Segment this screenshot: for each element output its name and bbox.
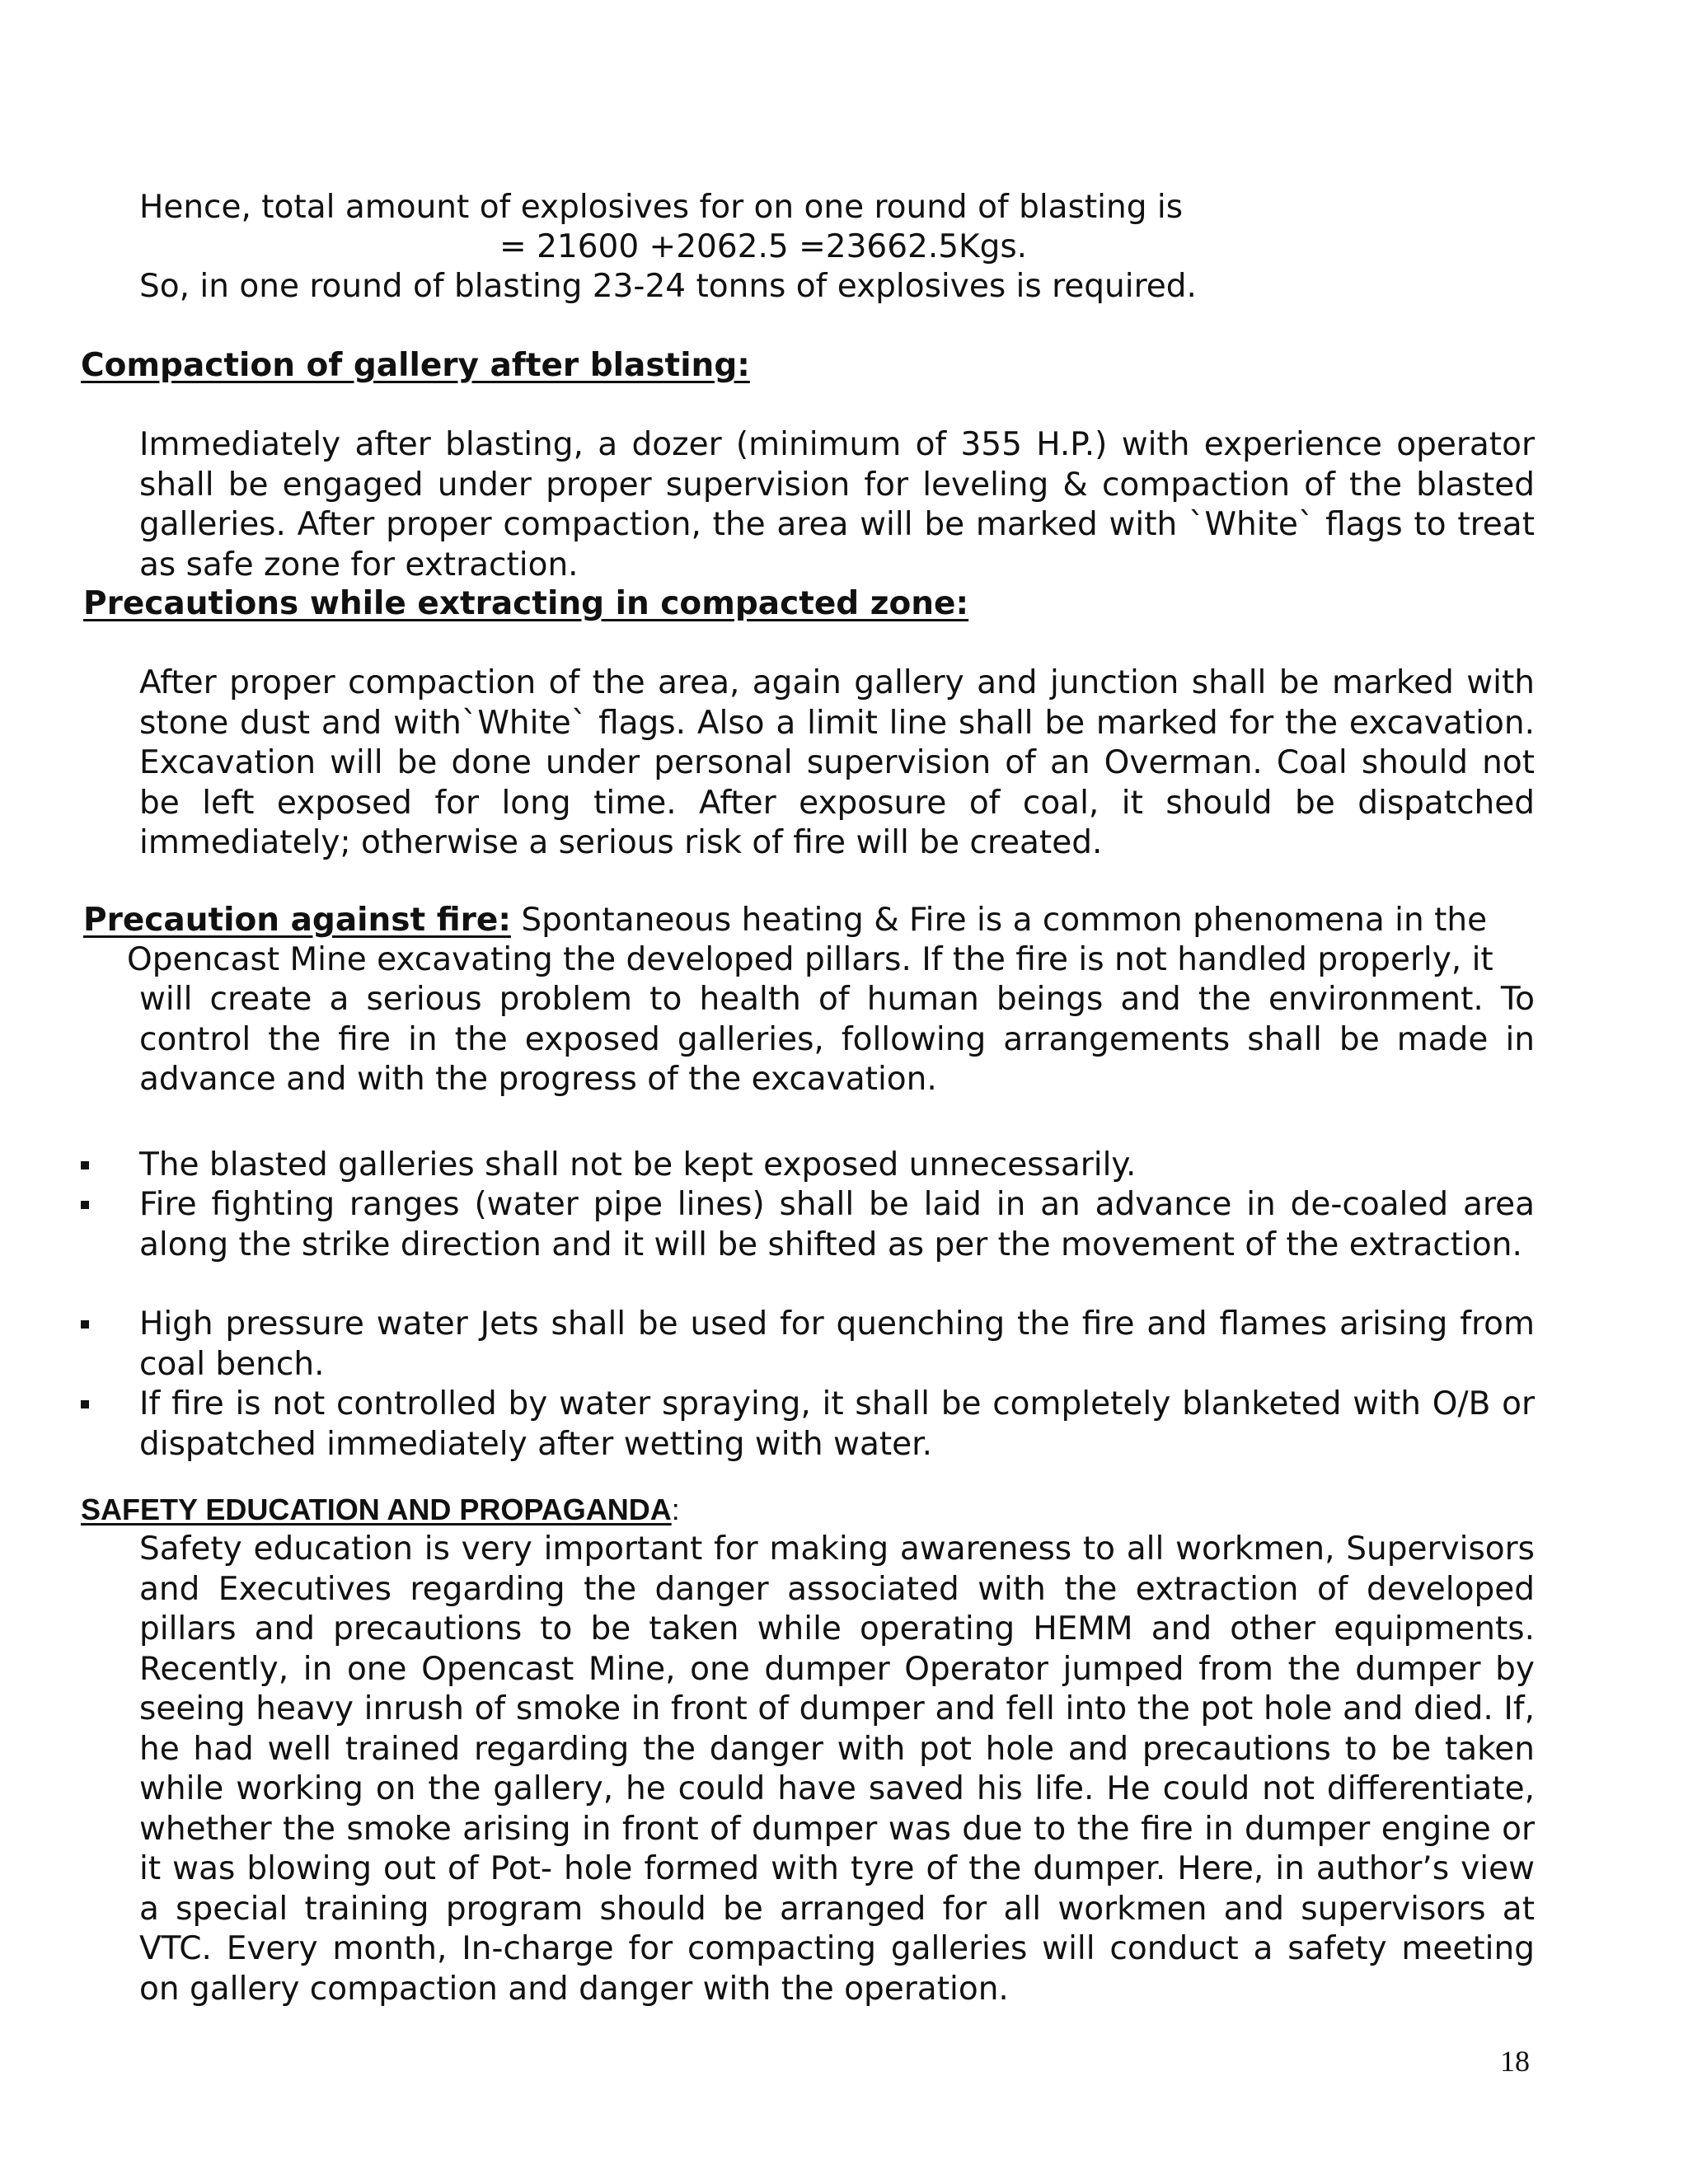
precautions-compacted-heading: Precautions while extracting in compacted zone:	[83, 585, 969, 622]
bullet-square-icon	[81, 1400, 89, 1408]
precautions-compacted-paragraph: After proper compaction of the area, again gallery and junction shall be marked with stone dust and with`White` flags. Also a limit line shall be marked for the excavation. Excavation will be done under personal supervision of an Overman. Coal should not be left exposed for long time. After exposure of coal, it should be dispatched immediately; otherwise a serious risk of fire will be created.	[139, 664, 1535, 861]
bullet-square-icon	[81, 1161, 89, 1169]
fire-heading: Precaution against fire:	[83, 902, 511, 939]
fire-first-line-text: Spontaneous heating & Fire is a common phenomena in the	[510, 902, 1488, 939]
list-item-text: If fire is not controlled by water spraying, it shall be completely blanketed with O/B or dispatched immediately after wetting with water.	[139, 1385, 1535, 1463]
compaction-heading: Compaction of gallery after blasting:	[81, 347, 750, 384]
page-number: 18	[1500, 2045, 1530, 2078]
list-item-text: High pressure water Jets shall be used for quenching the fire and flames arising from coal bench.	[139, 1305, 1535, 1383]
explosives-equation: = 21600 +2062.5 =23662.5Kgs.	[499, 228, 1028, 265]
bullet-square-icon	[81, 1320, 89, 1329]
safety-heading: SAFETY EDUCATION AND PROPAGANDA	[81, 1493, 672, 1526]
compaction-paragraph: Immediately after blasting, a dozer (minimum of 355 H.P.) with experience operator shall be engaged under proper supervision for leveling & compaction of the blasted galleries. After proper compaction, the area will be marked with `White` flags to treat as safe zone for extraction.	[139, 426, 1535, 583]
fire-paragraph: will create a serious problem to health of human beings and the environment. To control the fire in the exposed galleries, following arrangements shall be made in advance and with the progress of the excavation.	[139, 981, 1535, 1098]
fire-second-line: Opencast Mine excavating the developed pillars. If the fire is not handled properly, it	[127, 941, 1493, 978]
list-item-text: Fire fighting ranges (water pipe lines) shall be laid in an advance in de-coaled area along the strike direction and it will be shifted as per the movement of the extraction.	[139, 1186, 1535, 1263]
list-item-text: The blasted galleries shall not be kept exposed unnecessarily.	[139, 1146, 1137, 1183]
explosives-required-line: So, in one round of blasting 23-24 tonns of explosives is required.	[139, 268, 1197, 305]
bullet-square-icon	[81, 1201, 89, 1209]
fire-first-line	[83, 901, 1487, 940]
safety-heading-colon: :	[671, 1493, 680, 1526]
explosives-total-line: Hence, total amount of explosives for on one round of blasting is	[139, 189, 1184, 226]
safety-heading-line	[81, 1490, 680, 1530]
safety-paragraph: Safety education is very important for making awareness to all workmen, Supervisors and Executives regarding the danger associated with the extraction of developed pillars and precautions to be taken while operating HEMM and other equipments. Recently, in one Opencast Mine, one dumper Operator jumped from the dumper by seeing heavy inrush of smoke in front of dumper and fell into the pot hole and died. If, he had well trained regarding the danger with pot hole and precautions to be taken while working on the gallery, he could have saved his life. He could not differentiate, whether the smoke arising in front of dumper was due to the fire in dumper engine or it was blowing out of Pot- hole formed with tyre of the dumper. Here, in author’s view a special training program should be arranged for all workmen and supervisors at VTC. Every month, In-charge for compacting galleries will conduct a safety meeting on gallery compaction and danger with the operation.	[139, 1530, 1535, 2008]
